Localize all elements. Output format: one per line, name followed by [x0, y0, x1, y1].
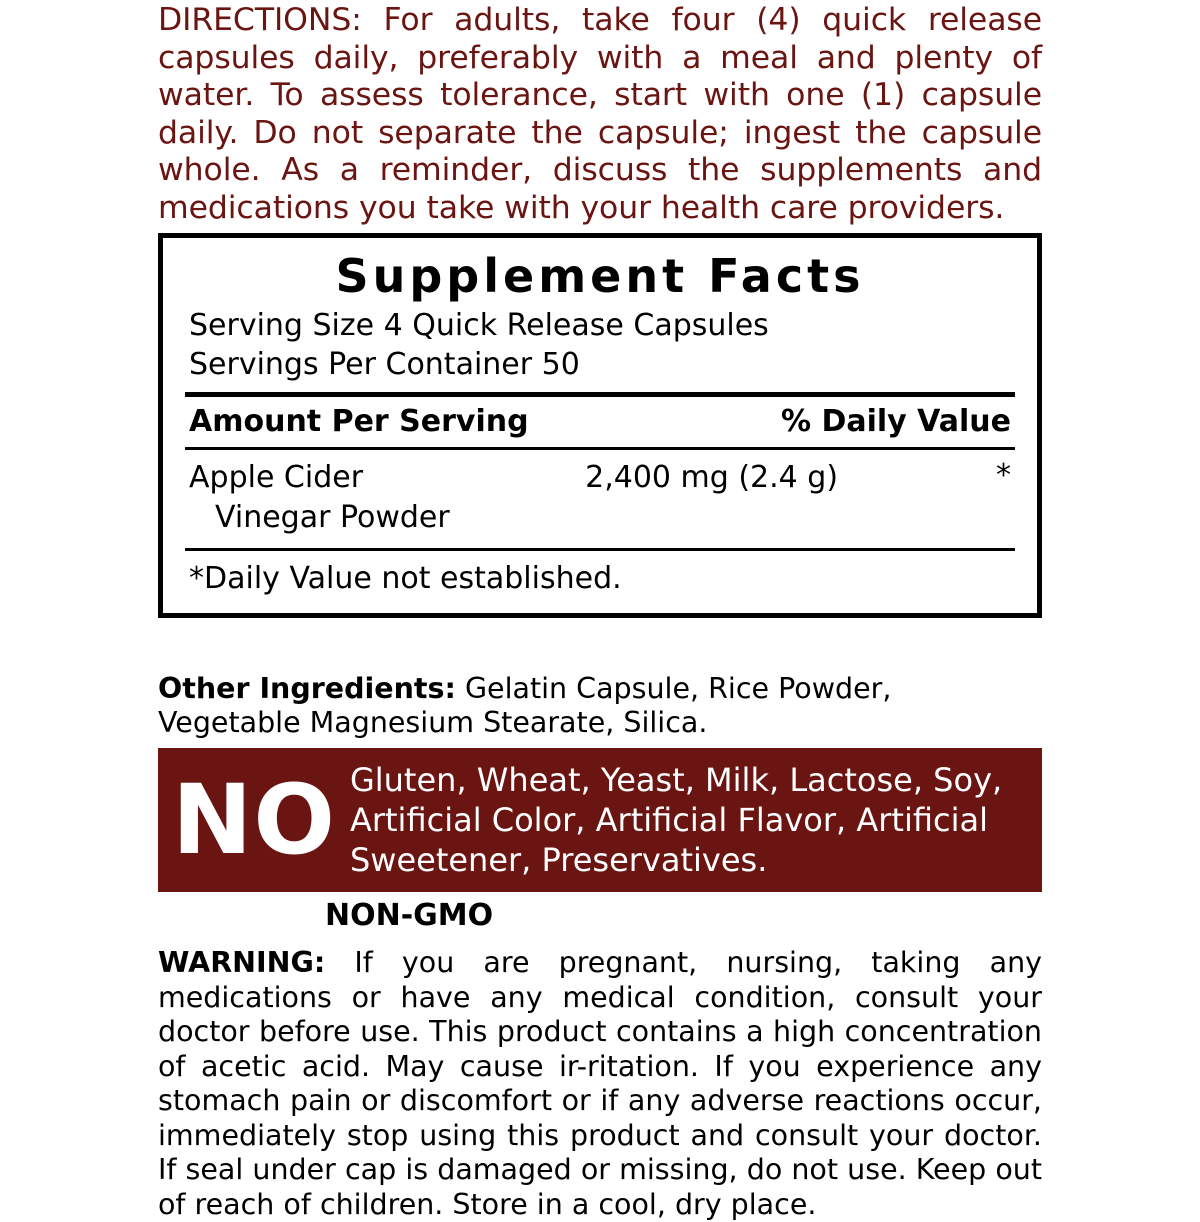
warning-text: If you are pregnant, nursing, taking any medications or have any medical condition, consult your doctor before use. This product contains a high concentration of acetic acid. May cause ir-ritation. If you experience any stomach pain or discomfort or if any adverse reactions occur, immediately stop using this product and consult your doctor. If seal under cap is damaged or missing, do not use. Keep out of reach of children. Store in a cool, dry place. — [158, 946, 1042, 1221]
other-ingredients-paragraph — [158, 672, 1042, 740]
directions-paragraph — [158, 2, 1042, 227]
amount-per-serving-header: Amount Per Serving — [189, 404, 529, 439]
ingredient-amount: 2,400 mg (2.4 g) — [585, 460, 839, 495]
supplement-facts-panel — [158, 233, 1042, 618]
serving-size-text: Serving Size 4 Quick Release Capsules — [189, 308, 769, 343]
ingredient-daily-value: * — [996, 458, 1011, 493]
directions-label: DIRECTIONS: — [158, 2, 362, 38]
non-gmo-label: NON-GMO — [325, 898, 494, 933]
ingredient-name — [189, 458, 567, 538]
directions-text: For adults, take four (4) quick release capsules daily, preferably with a meal and plenty of water. To assess tolerance, start with one (1) capsule daily. Do not separate the capsule; ingest the capsule whole. As a reminder, discuss the supplements and medications you take with your health care providers. — [158, 2, 1042, 226]
daily-value-footnote: *Daily Value not established. — [189, 561, 622, 596]
table-row — [185, 450, 1015, 548]
daily-value-header: % Daily Value — [780, 404, 1011, 439]
ingredient-name-line1: Apple Cider — [189, 460, 364, 495]
no-banner-list: Gluten, Wheat, Yeast, Milk, Lactose, Soy, Artificial Color, Artificial Flavor, Artificial Sweetener, Preservatives. — [349, 761, 1003, 879]
free-from-banner — [158, 748, 1042, 892]
other-ingredients-text: Gelatin Capsule, Rice Powder, Vegetable Magnesium Stearate, Silica. — [158, 672, 892, 739]
warning-label: WARNING: — [158, 946, 326, 979]
servings-per-container-text: Servings Per Container 50 — [189, 347, 580, 382]
no-banner-word: NO — [172, 764, 336, 876]
ingredient-name-line2: Vinegar Powder — [215, 500, 450, 535]
warning-paragraph — [158, 946, 1042, 1222]
supplement-facts-header-row — [185, 397, 1015, 447]
other-ingredients-label: Other Ingredients: — [158, 672, 456, 705]
supplement-facts-title: Supplement Facts — [335, 249, 865, 303]
